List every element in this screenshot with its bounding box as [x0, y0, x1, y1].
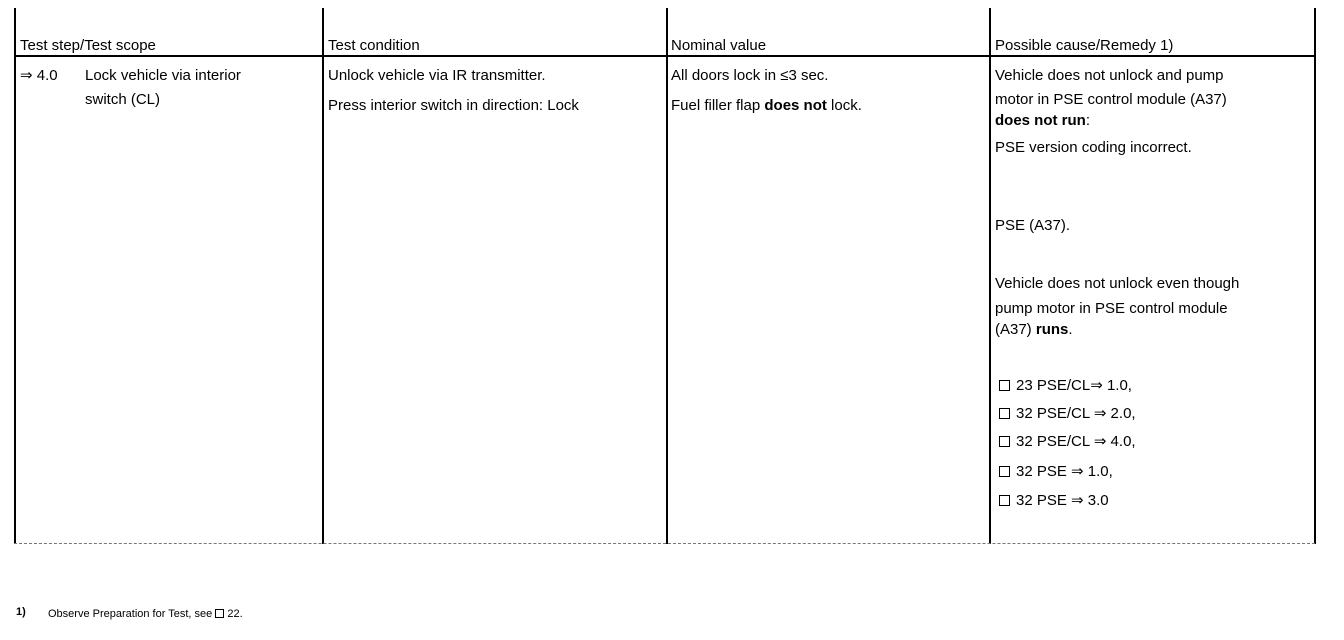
- reference-link[interactable]: [999, 404, 1136, 424]
- cause-3: PSE (A37).: [995, 217, 1071, 234]
- nominal-value-2: [671, 96, 862, 116]
- cause-4-post: .: [1068, 321, 1073, 338]
- header-test-step: Test step/Test scope: [20, 37, 156, 54]
- page-ref-icon: [215, 609, 224, 618]
- cause-4-line2: pump motor in PSE control module: [995, 300, 1228, 317]
- reference-link[interactable]: [999, 491, 1109, 511]
- cause-4-line1: Vehicle does not unlock even though: [995, 275, 1240, 292]
- table-bottom-edge: [14, 543, 1315, 545]
- cause-4-bold: runs: [1035, 321, 1069, 338]
- table-border-right: [1314, 8, 1316, 544]
- nominal-value-2-bold: does not: [764, 97, 827, 114]
- reference-label: 32 PSE ⇒ 3.0: [1016, 492, 1109, 509]
- cause-4-pre: (A37): [995, 321, 1036, 338]
- column-divider-3: [989, 8, 991, 544]
- step-scope-line2: switch (CL): [85, 91, 161, 108]
- step-scope-line1: Lock vehicle via interior: [85, 67, 241, 84]
- footnote-label: Observe Preparation for Test, see: [48, 608, 213, 620]
- page-ref-icon: [999, 380, 1010, 391]
- reference-label: 32 PSE/CL ⇒ 4.0,: [1016, 433, 1136, 450]
- reference-label: 23 PSE/CL⇒ 1.0,: [1016, 377, 1132, 394]
- footnote-page[interactable]: 22.: [227, 608, 243, 620]
- nominal-value-1: All doors lock in ≤3 sec.: [671, 67, 829, 84]
- footnote-text: [48, 607, 243, 621]
- column-divider-1: [322, 8, 324, 544]
- reference-label: 32 PSE ⇒ 1.0,: [1016, 463, 1113, 480]
- header-test-condition: Test condition: [328, 37, 420, 54]
- header-nominal-value: Nominal value: [671, 37, 767, 54]
- test-condition-1: Unlock vehicle via IR transmitter.: [328, 67, 546, 84]
- reference-link[interactable]: [999, 462, 1113, 482]
- cause-1-line2: motor in PSE control module (A37): [995, 91, 1227, 108]
- test-table: [14, 8, 1314, 544]
- reference-link[interactable]: [999, 376, 1132, 396]
- cause-1-bold: does not run: [995, 112, 1086, 129]
- table-border-left: [14, 8, 16, 544]
- test-condition-2: Press interior switch in direction: Lock: [328, 97, 579, 114]
- cause-4-line3: [995, 320, 1073, 340]
- reference-link[interactable]: [999, 432, 1136, 452]
- page-ref-icon: [999, 466, 1010, 477]
- page-ref-icon: [999, 408, 1010, 419]
- nominal-value-2-post: lock.: [826, 97, 862, 114]
- page-ref-icon: [999, 436, 1010, 447]
- cause-1-line3: [995, 111, 1090, 131]
- reference-label: 32 PSE/CL ⇒ 2.0,: [1016, 405, 1136, 422]
- cause-1-colon: :: [1085, 112, 1090, 129]
- header-possible-cause: Possible cause/Remedy 1): [995, 37, 1174, 54]
- cause-1-line1: Vehicle does not unlock and pump: [995, 67, 1224, 84]
- footnote-marker: 1): [16, 606, 26, 618]
- cause-2: PSE version coding incorrect.: [995, 139, 1192, 156]
- nominal-value-2-pre: Fuel filler flap: [671, 97, 765, 114]
- page-ref-icon: [999, 495, 1010, 506]
- column-divider-2: [666, 8, 668, 544]
- step-number: ⇒ 4.0: [20, 67, 58, 84]
